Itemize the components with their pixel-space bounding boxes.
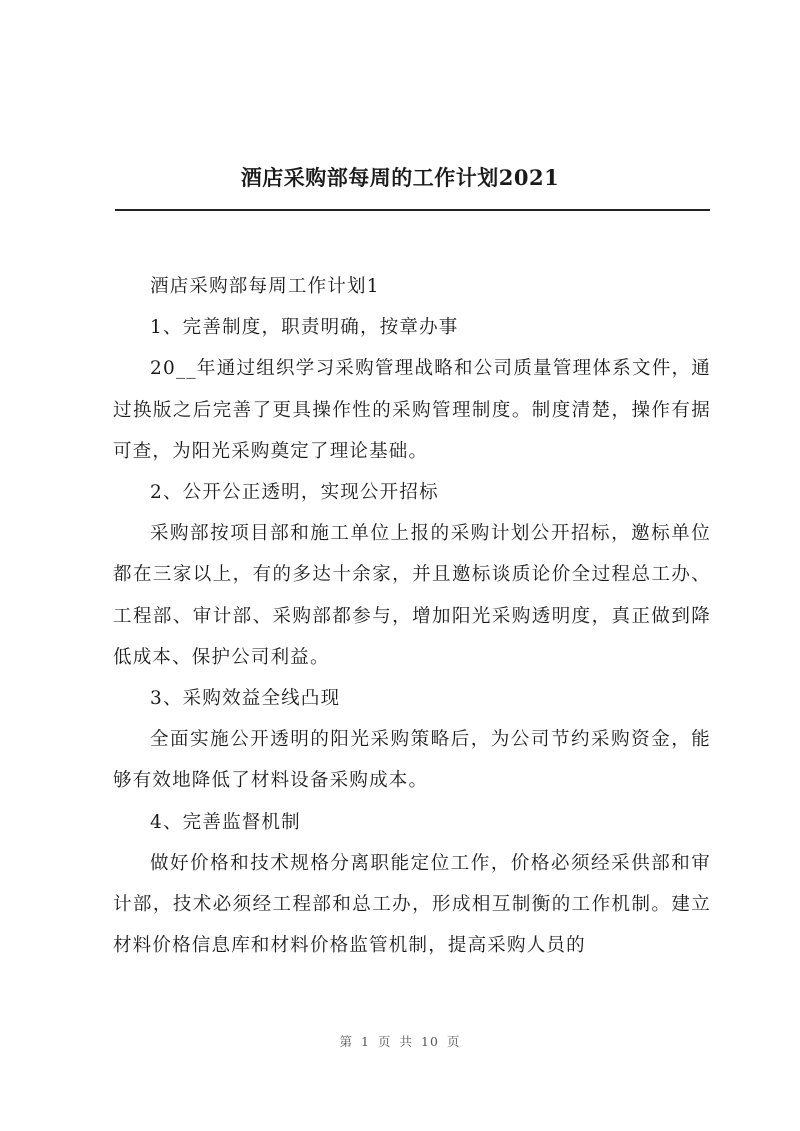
section-heading: 酒店采购部每周工作计划1	[150, 276, 380, 297]
total-unit: 页	[446, 1034, 461, 1049]
document-title: 酒店采购部每周的工作计划2021	[240, 165, 560, 190]
item-heading: 4、完善监督机制	[150, 811, 301, 833]
page-label: 第	[339, 1034, 354, 1049]
title-underline	[115, 209, 710, 211]
body-paragraph: 做好价格和技术规格分离职能定位工作，价格必须经采供部和审计部，技术必须经工程部和总工办，形成相互制衡的工作机制。建立材料价格信息库和材料价格监管机制，提高采购人员的	[113, 852, 711, 957]
item-heading: 3、采购效益全线凸现	[150, 688, 341, 710]
body-paragraph: 20__年通过组织学习采购管理战略和公司质量管理体系文件，通过换版之后完善了更具操作性的采购管理制度。制度清楚，操作有据可查，为阳光采购奠定了理论基础。	[113, 358, 711, 462]
document-body	[113, 266, 711, 966]
total-pages: 10	[421, 1034, 439, 1049]
page-number: 1	[361, 1034, 370, 1049]
item-heading: 2、公开公正透明，实现公开招标	[150, 482, 439, 504]
page-unit: 页	[378, 1034, 392, 1049]
page-footer	[0, 1032, 800, 1050]
body-paragraph: 全面实施公开透明的阳光采购策略后，为公司节约采购资金，能够有效地降低了材料设备采购成本。	[113, 729, 711, 792]
body-paragraph: 采购部按项目部和施工单位上报的采购计划公开招标，邀标单位都在三家以上，有的多达十余家，并且邀标谈质论价全过程总工办、工程部、审计部、采购部都参与，增加阳光采购透明度，真正做到降低成本、保护公司利益。	[113, 523, 711, 668]
item-heading: 1、完善制度，职责明确，按章办事	[150, 317, 459, 339]
total-label: 共	[399, 1034, 414, 1049]
